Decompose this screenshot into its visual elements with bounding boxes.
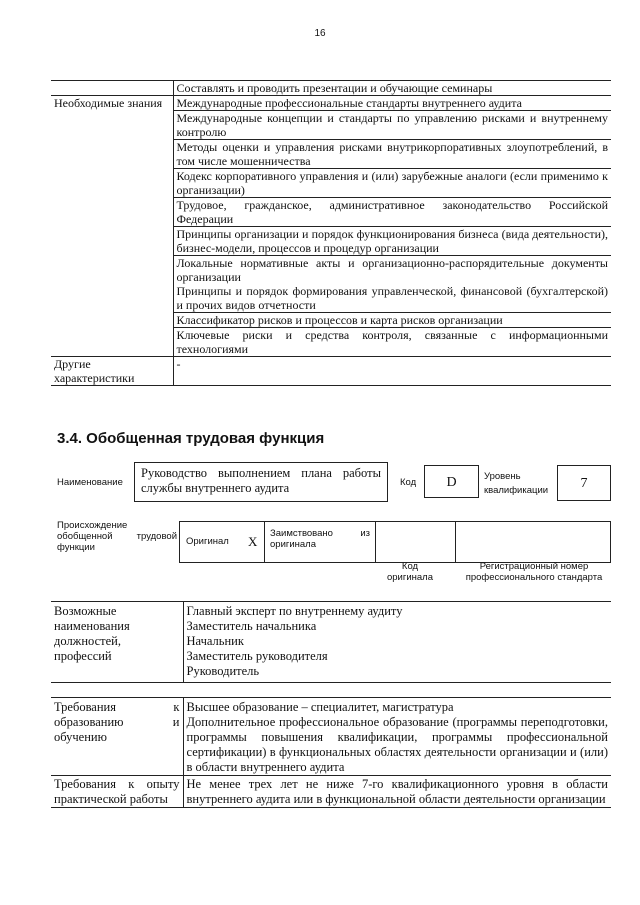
knowledge-table: [51, 80, 611, 386]
positions-list: [183, 602, 611, 683]
knowledge-item: Кодекс корпоративного управления и (или) зарубежные аналоги (если применимо к организации): [173, 169, 611, 198]
position-item: Главный эксперт по внутреннему аудиту: [186, 604, 403, 618]
knowledge-item: Принципы организации и порядок функционирования бизнеса (вида деятельности), бизнес-модели, процессов и процедур организации: [173, 227, 611, 256]
top-row-text: Составлять и проводить презентации и обучающие семинары: [173, 81, 611, 96]
name-label: Наименование: [57, 477, 123, 488]
other-label: Другие характеристики: [51, 357, 173, 386]
code-value: D: [424, 465, 479, 498]
experience-value: Не менее трех лет не ниже 7-го квалификационного уровня в области внутреннего аудита или в функциональной области деятельности организации: [186, 777, 608, 806]
reg-caption: Регистрационный номер профессионального стандарта: [465, 561, 603, 583]
page-number: 16: [314, 28, 326, 39]
education-item: Дополнительное профессиональное образование (программы переподготовки, программы повышения квалификации, программы профессиональной сертификации) в функциональных областях деятельности организации и (или) в области внутреннего аудита: [186, 715, 608, 774]
knowledge-item: Классификатор рисков и процессов и карта рисков организации: [173, 313, 611, 328]
code-label: Код: [400, 477, 417, 488]
education-list: [183, 698, 611, 776]
borrowed-label: Заимствовано из оригинала: [270, 528, 370, 550]
divider: [455, 522, 456, 562]
positions-label: Возможные наименования должностей, профессий: [51, 602, 183, 683]
knowledge-item: Ключевые риски и средства контроля, связанные с информационными технологиями: [173, 328, 611, 357]
knowledge-label: Необходимые знания: [51, 96, 173, 357]
original-label: Оригинал: [186, 536, 229, 547]
requirements-table: [51, 697, 611, 808]
level-label: Уровень квалификации: [484, 471, 549, 496]
divider: [375, 522, 376, 562]
section-title: 3.4. Обобщенная трудовая функция: [57, 430, 325, 447]
other-value: -: [176, 357, 181, 371]
education-label: Требования к образованию и обучению: [51, 698, 183, 776]
position-item: Заместитель руководителя: [186, 649, 328, 663]
experience-label: Требования к опыту практической работы: [51, 776, 183, 808]
knowledge-item: Международные концепции и стандарты по управлению рисками и внутреннему контролю: [173, 111, 611, 140]
knowledge-item: Принципы и порядок формирования управленческой, финансовой (бухгалтерской) и прочих видов отчетности: [173, 284, 611, 313]
origin-box: [179, 521, 611, 563]
original-mark: X: [248, 534, 258, 549]
positions-table: [51, 601, 611, 683]
knowledge-item: Методы оценки и управления рисками внутрикорпоративных злоупотреблений, в том числе мошенничества: [173, 140, 611, 169]
position-item: Руководитель: [186, 664, 260, 678]
education-item: Высшее образование – специалитет, магистратура: [186, 700, 454, 714]
level-value: 7: [557, 465, 611, 501]
origin-label: Происхождение обобщенной трудовой функции: [57, 520, 177, 553]
function-name: Руководство выполнением плана работы службы внутреннего аудита: [134, 462, 388, 502]
position-item: Начальник: [186, 634, 244, 648]
knowledge-item: Международные профессиональные стандарты внутреннего аудита: [173, 96, 611, 111]
position-item: Заместитель начальника: [186, 619, 317, 633]
divider: [264, 522, 265, 562]
knowledge-item: Локальные нормативные акты и организационно-распорядительные документы организации: [176, 256, 608, 284]
knowledge-item: Трудовое, гражданское, административное законодательство Российской Федерации: [173, 198, 611, 227]
code-caption: Код оригинала: [386, 561, 433, 583]
